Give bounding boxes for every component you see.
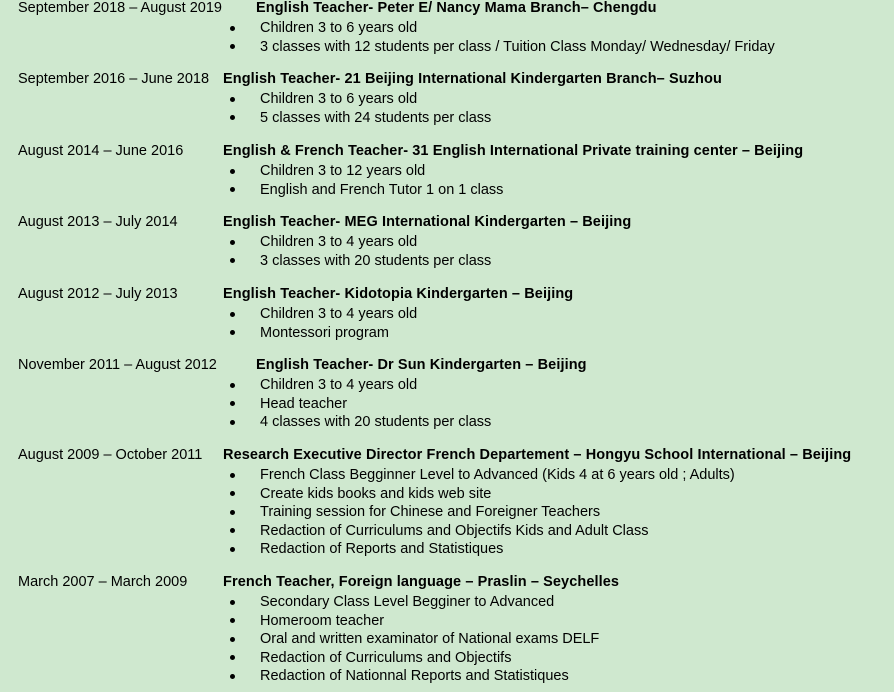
bullet-icon <box>230 491 235 496</box>
bullet-icon <box>230 258 235 263</box>
bullet-icon <box>230 420 235 425</box>
resume-experience-page: September 2018 – August 2019 English Teacher- Peter E/ Nancy Mama Branch– Chengdu Children 3 to 6 years old 3 classes with 12 students per class / Tuition Class Monday/ Wednesday/ Friday September 2016 – June 2018 English Teacher- 21 Beijing International Kindergarten Branch– Suzhou Children 3 to 6 years old 5 classes with 24 students per class August 2014 – June 2016 English & French Teacher- 31 English International Private training center – Beijing Children 3 to 12 years old English and French Tutor 1 on 1 class August 2013 – July 2014 English Teacher- MEG International Kindergarten – Beijing Children 3 to 4 years old 3 classes with 20 students per class August 2012 – July 2013 English Teacher- Kidotopia Kindergarten – Beijing Children 3 to 4 years old Montessori program November 2011 – August 2012 English Teacher- Dr Sun Kindergarten – Beijing Children 3 to 4 years old Head teacher 4 classes with 20 students per class August 2009 – October 2011 Research Executive Director French Departement – Hongyu School International – Beijing French Class Begginner Level to Advanced (Kids 4 at 6 years old ; Adults) Create kids books and kids web site Training session for Chinese and Foreigner Teachers Redaction of Curriculums and Objectifs Kids and Adult Class Redaction of Reports and Statistiques March 2007 – March 2009 French Teacher, Foreign language – Praslin – Seychelles Secondary Class Level Begginer to Advanced Homeroom teacher Oral and written examinator of National exams DELF Redaction of Curriculums and Objectifs Redaction of Nationnal Reports and Statistiques <box>18 0 852 684</box>
bullet-icon <box>230 547 235 552</box>
bullet-icon <box>230 26 235 31</box>
bullet-icon <box>230 330 235 335</box>
bullet-icon <box>230 97 235 102</box>
entry-date: August 2012 – July 2013 <box>18 286 178 302</box>
bullet-icon <box>230 312 235 317</box>
bullet-icon <box>230 510 235 515</box>
bullet-icon <box>230 600 235 605</box>
entry-title: English & French Teacher- 31 English International Private training center – Beijing <box>223 143 804 159</box>
bullet-icon <box>230 115 235 120</box>
bullet-icon <box>230 169 235 174</box>
bullet-icon <box>230 618 235 623</box>
entry-title: English Teacher- Kidotopia Kindergarten – Beijing <box>223 286 574 302</box>
bullet-icon <box>230 401 235 406</box>
bullet-icon <box>230 528 235 533</box>
entry-title: English Teacher- Peter E/ Nancy Mama Branch– Chengdu <box>256 0 657 16</box>
bullet-icon <box>230 637 235 642</box>
entry-date: March 2007 – March 2009 <box>18 574 188 590</box>
entry-date: September 2018 – August 2019 <box>18 0 222 16</box>
bullet-icon <box>230 655 235 660</box>
entry-date: September 2016 – June 2018 <box>18 71 210 87</box>
entry-title: English Teacher- MEG International Kindergarten – Beijing <box>223 214 632 230</box>
bullet-icon <box>230 187 235 192</box>
entry-date: August 2009 – October 2011 <box>18 447 203 463</box>
bullet-icon <box>230 240 235 245</box>
entry-title: Research Executive Director French Departement – Hongyu School International – Beijing <box>223 447 852 463</box>
entry-title: French Teacher, Foreign language – Praslin – Seychelles <box>223 574 620 590</box>
bullet-icon <box>230 674 235 679</box>
bullet-icon <box>230 473 235 478</box>
entry-date: August 2014 – June 2016 <box>18 143 184 159</box>
entry-date: August 2013 – July 2014 <box>18 214 178 230</box>
bullet-icon <box>230 44 235 49</box>
entry-date: November 2011 – August 2012 <box>18 357 217 373</box>
entry-title: English Teacher- Dr Sun Kindergarten – Beijing <box>256 357 587 373</box>
bullet-icon <box>230 383 235 388</box>
entry-title: English Teacher- 21 Beijing International Kindergarten Branch– Suzhou <box>223 71 722 87</box>
